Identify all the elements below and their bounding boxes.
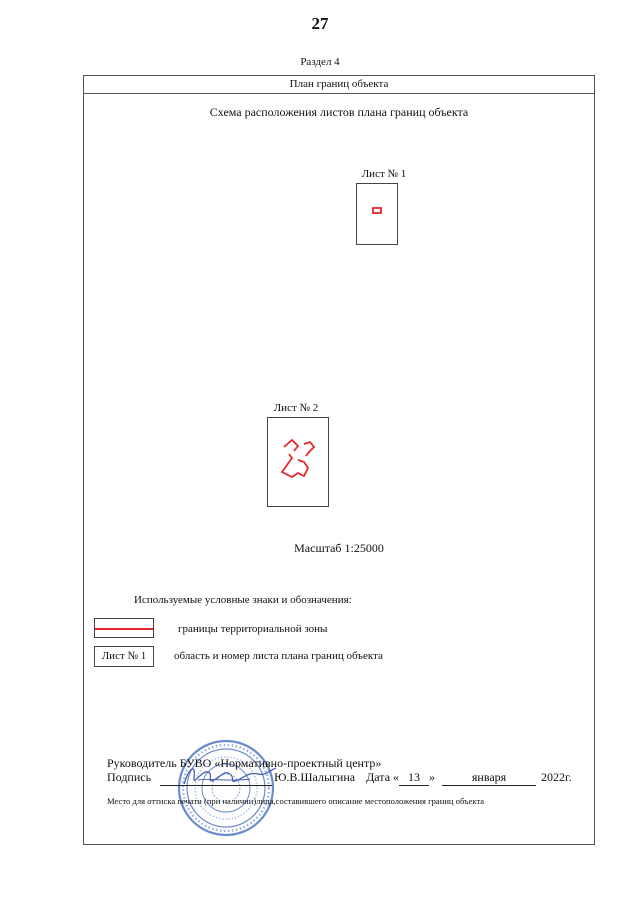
date-month: января [442,770,536,786]
plan-frame [83,75,595,845]
scheme-title: Схема расположения листов плана границ объекта [209,105,469,119]
date-open-quote: « [393,770,400,784]
sheet-1-boundary [357,184,399,246]
legend-sheet-symbol: Лист № 1 [94,646,154,667]
sign-label: Подпись [107,770,152,784]
legend-boundary-symbol [94,618,154,638]
legend-boundary-text: границы территориальной зоны [178,623,328,635]
page-number: 27 [311,14,329,33]
head-organization: Руководитель БУВО «Нормативно-проектный центр» [107,756,382,770]
section-label: Раздел 4 [300,56,340,68]
signature-row [107,770,572,786]
signer-name: Ю.В.Шалыгина [274,770,356,784]
sheet-1-box [356,183,398,245]
sheet-2-label: Лист № 2 [273,402,319,414]
legend-title: Используемые условные знаки и обозначения: [134,594,352,606]
date-close-quote: » [429,770,436,784]
sheet-2-box [267,417,329,507]
legend-sheet-text: область и номер листа плана границ объекта [174,650,383,662]
sheet-2-boundary [268,418,330,508]
frame-title: План границ объекта [84,76,594,94]
signature-line [160,770,272,786]
date-day: 13 [399,770,429,786]
sheet-1-label: Лист № 1 [361,168,407,180]
boundary-line-swatch [95,628,153,630]
date-label: Дата [366,770,391,784]
scale-label: Масштаб 1:25000 [294,541,384,555]
date-year: 2022г. [541,770,572,784]
stamp-place-note: Место для оттиска печати (при наличии)лица,составившего описание местоположения границ объекта [107,796,485,806]
